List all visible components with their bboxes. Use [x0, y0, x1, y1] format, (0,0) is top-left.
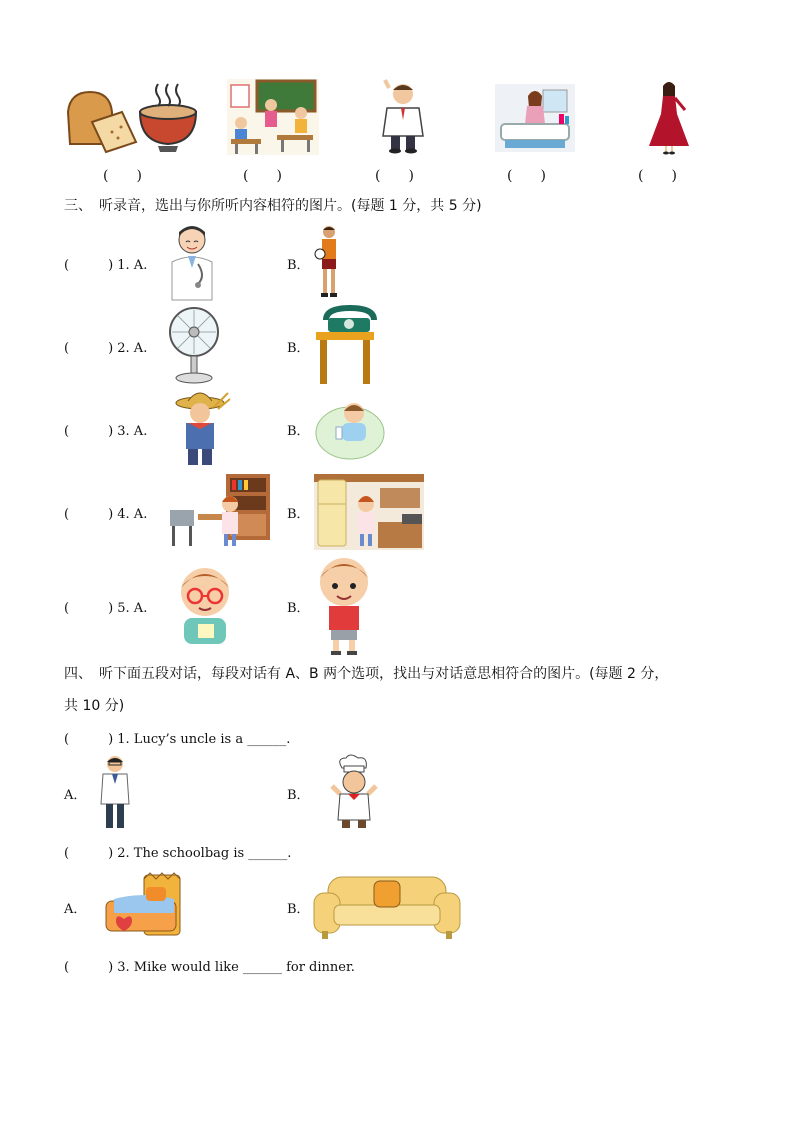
s3-q4-prefix: ( ) 4. A. [64, 507, 148, 522]
section3-title: 三、 听录音，选出与你所听内容相符的图片。(每题 1 分，共 5 分) [64, 198, 482, 214]
section4-title-line2: 共 10 分) [64, 698, 125, 714]
s4-q2-b-sofa-picture [314, 875, 460, 941]
s3-q1-b-label: B． [287, 258, 310, 273]
s3-q3-b-label: B． [287, 424, 310, 439]
answer-bracket-4[interactable]: ( ) [507, 168, 546, 184]
s3-q3-prefix: ( ) 3. A. [64, 424, 148, 439]
s4-q1-a-doctor-picture [99, 754, 131, 832]
s3-q1-prefix: ( ) 1. A. [64, 258, 148, 273]
s3-q4-a-living-room-picture [168, 474, 270, 550]
s4-q1-a-label: A． [64, 788, 87, 803]
s4-q2-b-label: B． [287, 902, 310, 917]
s3-q4-b-label: B． [287, 507, 310, 522]
s3-q3-b-baby-picture [314, 389, 386, 465]
bread-soup-picture [66, 82, 201, 154]
s3-q5-a-boy-glasses-picture [176, 566, 234, 644]
classroom-picture [227, 79, 319, 155]
s3-q2-b-label: B． [287, 341, 310, 356]
answer-bracket-2[interactable]: ( ) [243, 168, 282, 184]
s4-q1-b-cook-picture [326, 754, 382, 832]
s3-q2-prefix: ( ) 2. A. [64, 341, 148, 356]
answer-bracket-5[interactable]: ( ) [638, 168, 677, 184]
doctor-picture [377, 80, 429, 154]
s4-q2-a-bed-picture [104, 873, 184, 939]
s3-q5-b-boy-picture [315, 556, 373, 656]
s3-q5-b-label: B． [287, 601, 310, 616]
s3-q1-b-boy-football-picture [314, 224, 344, 300]
woman-red-dress-picture [645, 80, 691, 156]
section4-title-line1: 四、 听下面五段对话，每段对话有 A、B 两个选项，找出与对话意思相符合的图片。(每题 2 分， [64, 666, 669, 682]
answer-bracket-1[interactable]: ( ) [103, 168, 142, 184]
s4-q2-text: ( ) 2. The schoolbag is ______. [64, 846, 292, 861]
s4-q3-text: ( ) 3. Mike would like ______ for dinner. [64, 960, 355, 975]
s3-q1-a-doctor-picture [168, 224, 216, 300]
answer-bracket-3[interactable]: ( ) [375, 168, 414, 184]
s3-q5-prefix: ( ) 5. A. [64, 601, 148, 616]
s3-q4-b-kitchen-picture [314, 474, 424, 550]
bathroom-picture [495, 84, 575, 152]
s3-q2-a-fan-picture [168, 306, 220, 384]
s4-q2-a-label: A． [64, 902, 87, 917]
s4-q1-b-label: B． [287, 788, 310, 803]
s3-q2-b-telephone-picture [314, 306, 378, 384]
s4-q1-text: ( ) 1. Lucy’s uncle is a ______. [64, 732, 291, 747]
s3-q3-a-farmer-picture [168, 389, 234, 467]
